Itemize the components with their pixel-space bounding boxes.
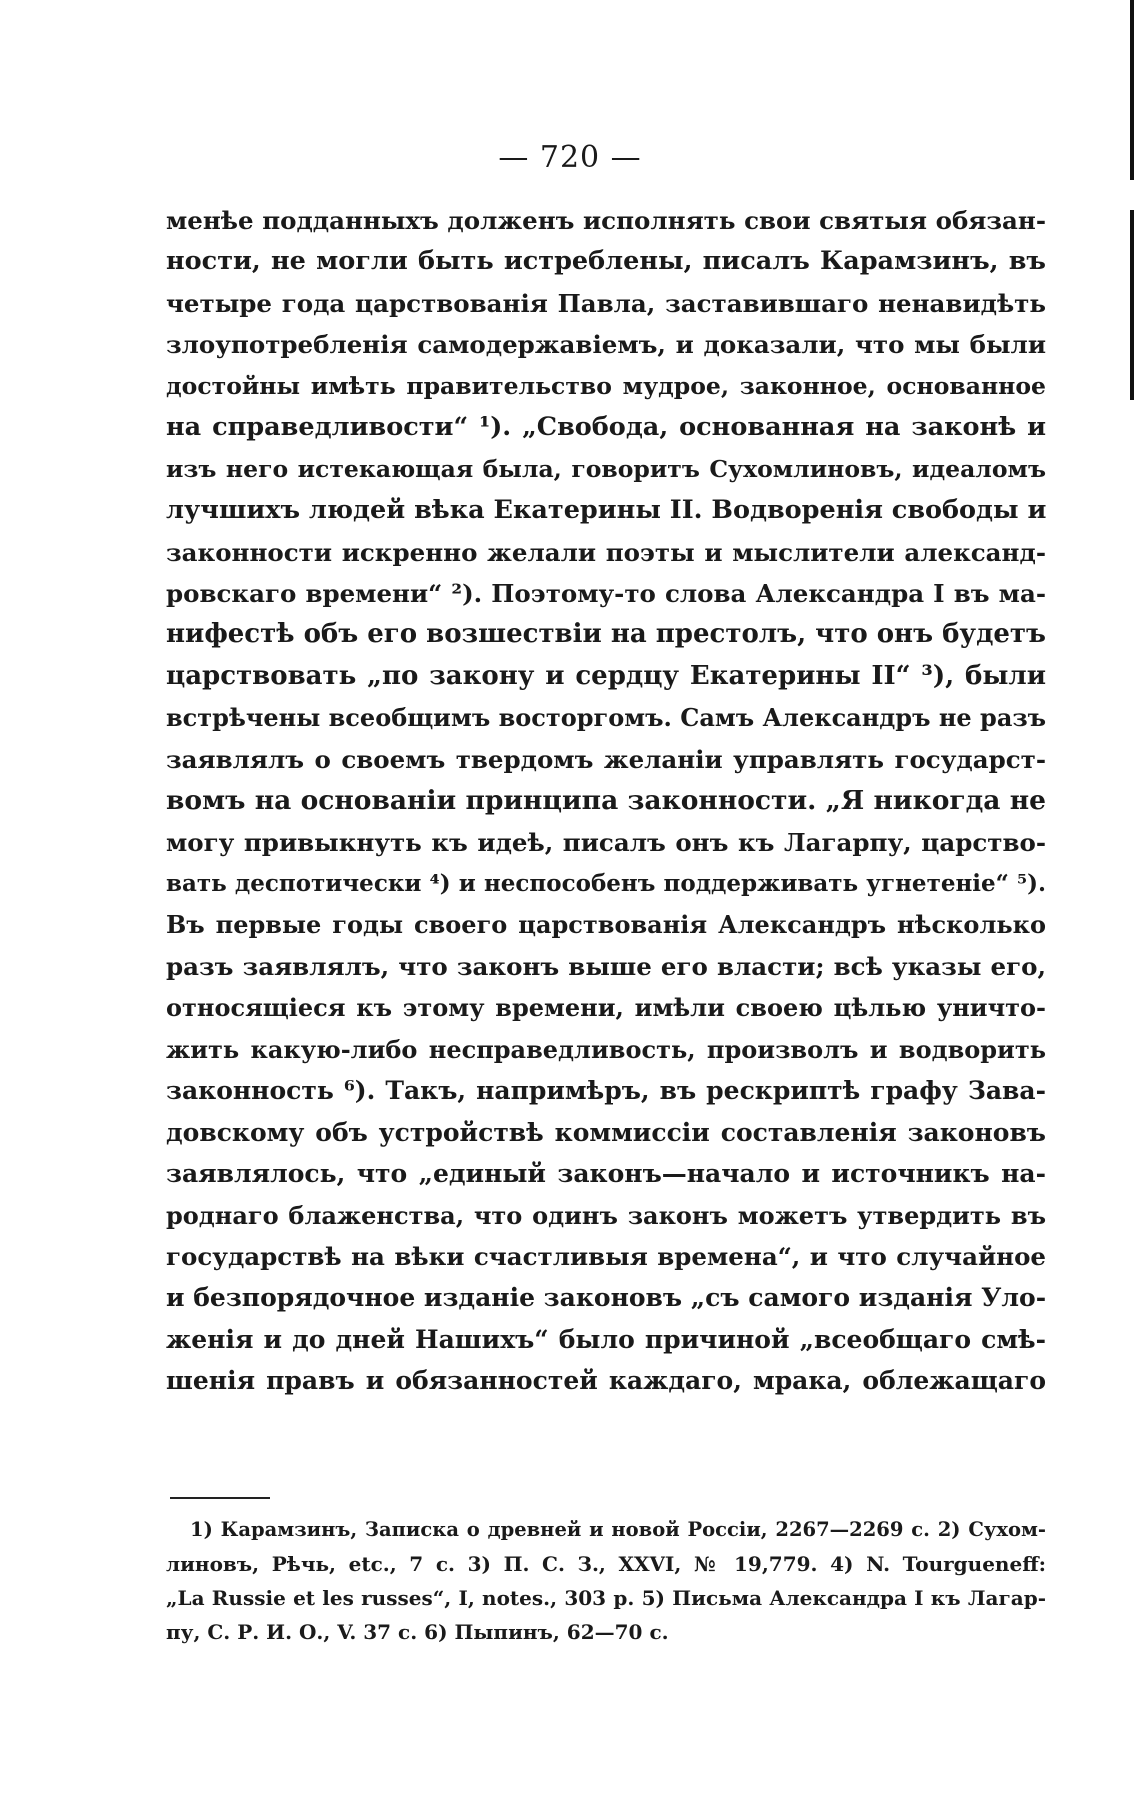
text-line: относящіеся къ этому времени, имѣли своею цѣлью уничто- bbox=[166, 993, 1046, 1023]
text-line: женія и до дней Нашихъ“ было причиной „всеобщаго смѣ- bbox=[166, 1324, 1046, 1354]
text-line: на справедливости“ ¹). „Свобода, основанная на законѣ и bbox=[166, 412, 1046, 443]
body-text bbox=[166, 200, 1046, 1402]
text-line: жить какую-либо несправедливость, произволъ и водворить bbox=[166, 1034, 1046, 1064]
text-line: разъ заявлялъ, что законъ выше его власти; всѣ указы его, bbox=[166, 951, 1046, 981]
footnote-line: 1) Карамзинъ, Записка о древней и новой Россіи, 2267—2269 с. 2) Сухом- bbox=[190, 1518, 1046, 1541]
text-line: изъ него истекающая была, говоритъ Сухомлиновъ, идеаломъ bbox=[166, 454, 1046, 483]
text-line: законность ⁶). Такъ, напримѣръ, въ рескриптѣ графу Зава- bbox=[166, 1076, 1046, 1106]
text-line: встрѣчены всеобщимъ восторгомъ. Самъ Александръ не разъ bbox=[166, 703, 1046, 733]
text-line: вомъ на основаніи принципа законности. „Я никогда не bbox=[166, 785, 1046, 817]
text-line: царствовать „по закону и сердцу Екатерины II“ ³), были bbox=[166, 660, 1046, 691]
text-line: довскому объ устройствѣ коммиссіи составленія законовъ bbox=[166, 1117, 1046, 1147]
text-line: заявлялось, что „единый законъ—начало и источникъ на- bbox=[166, 1159, 1046, 1189]
text-line: лучшихъ людей вѣка Екатерины II. Водворенія свободы и bbox=[166, 495, 1046, 526]
text-line: законности искренно желали поэты и мыслители александ- bbox=[166, 537, 1046, 567]
footnote-line: пу, С. Р. И. О., V. 37 с. 6) Пыпинъ, 62—70 с. bbox=[166, 1620, 669, 1644]
text-line: государствѣ на вѣки счастливыя времена“, и что случайное bbox=[166, 1241, 1046, 1271]
footnotes bbox=[166, 1513, 1046, 1649]
text-line: роднаго блаженства, что одинъ законъ можетъ утвердить въ bbox=[166, 1200, 1046, 1230]
text-line: достойны имѣть правительство мудрое, законное, основанное bbox=[166, 371, 1046, 400]
text-line: четыре года царствованія Павла, заставившаго ненавидѣть bbox=[166, 288, 1046, 318]
page-number: — 720 — bbox=[498, 140, 642, 175]
footnote-line: линовъ, Рѣчь, etc., 7 с. 3) П. С. З., XXVI, № 19,779. 4) N. Tourgueneff: bbox=[166, 1552, 1046, 1576]
text-line: нифестѣ объ его возшествіи на престолъ, что онъ будетъ bbox=[166, 619, 1046, 650]
text-line: Въ первые годы своего царствованія Александръ нѣсколько bbox=[166, 910, 1046, 940]
text-line: злоупотребленія самодержавіемъ, и доказали, что мы были bbox=[166, 330, 1046, 360]
text-line: менѣе подданныхъ долженъ исполнять свои святыя обязан- bbox=[166, 206, 1046, 235]
text-line: и безпорядочное изданіе законовъ „съ самого изданія Уло- bbox=[166, 1283, 1046, 1313]
footnote-separator bbox=[170, 1497, 270, 1499]
text-line: ровскаго времени“ ²). Поэтому-то слова Александра I въ ма- bbox=[166, 578, 1046, 608]
text-line: шенія правъ и обязанностей каждаго, мрака, облежащаго bbox=[166, 1366, 1046, 1396]
text-line: могу привыкнуть къ идеѣ, писалъ онъ къ Лагарпу, царство- bbox=[166, 827, 1046, 857]
text-line: вать деспотически ⁴) и неспособенъ поддерживать угнетеніе“ ⁵). bbox=[166, 870, 1046, 897]
text-line: ности, не могли быть истреблены, писалъ Карамзинъ, въ bbox=[166, 246, 1046, 277]
binding-edge-mark bbox=[1130, 210, 1134, 400]
footnote-line: „La Russie et les russes“, I, notes., 303 р. 5) Письма Александра I къ Лагар- bbox=[166, 1586, 1046, 1610]
text-line: заявлялъ о своемъ твердомъ желаніи управлять государст- bbox=[166, 744, 1046, 774]
